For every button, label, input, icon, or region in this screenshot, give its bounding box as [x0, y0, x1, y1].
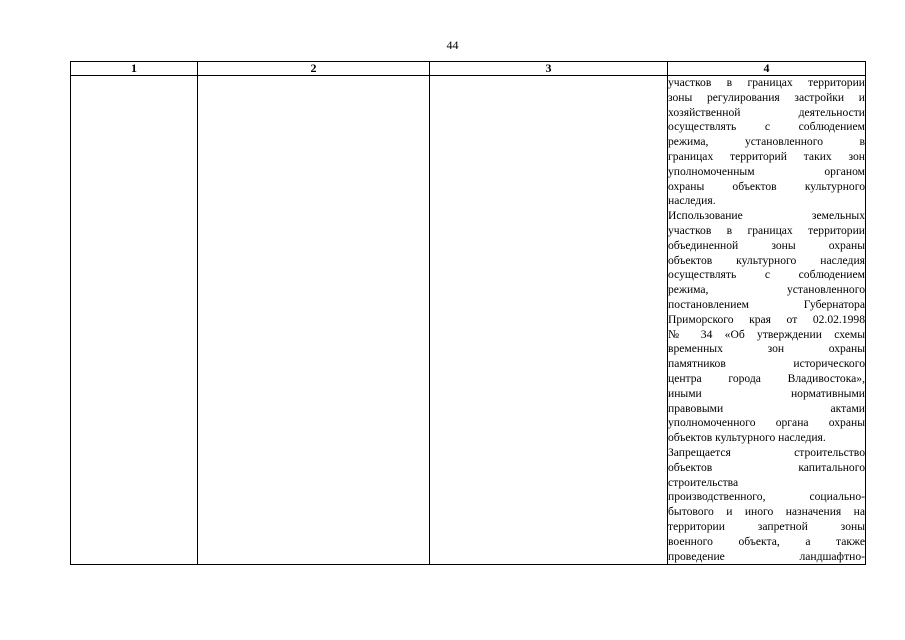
table-header-row [71, 62, 866, 76]
text-line: постановлением Губернатора [668, 297, 865, 311]
text-line: № 34 «Об утверждении схемы [668, 327, 865, 341]
document-table [70, 61, 866, 565]
text-line: правовыми актами [668, 401, 865, 415]
text-line: охраны объектов культурного [668, 179, 865, 193]
text-line: режима, установленного в [668, 135, 865, 149]
cell-col-4-text [668, 76, 866, 565]
text-line: хозяйственной деятельности [668, 105, 865, 119]
text-line: осуществлять с соблюдением [668, 268, 865, 282]
text-line: бытового и иного назначения на [668, 505, 865, 519]
text-line: уполномоченного органа охраны [668, 416, 865, 430]
text-line: проведение ландшафтно- [668, 549, 865, 563]
text-line: временных зон охраны [668, 342, 865, 356]
column-header-4: 4 [668, 62, 866, 76]
table-row [71, 76, 866, 565]
text-line: памятников исторического [668, 357, 865, 371]
column-header-3: 3 [430, 62, 668, 76]
text-line: территории запретной зоны [668, 519, 865, 533]
text-line: объектов культурного наследия [668, 253, 865, 267]
text-line: наследия. [668, 194, 716, 208]
text-line: центра города Владивостока», [668, 371, 865, 385]
text-line: объединенной зоны охраны [668, 238, 865, 252]
text-line: Использование земельных [668, 209, 865, 223]
text-line: строительства [668, 475, 739, 489]
text-line: режима, установленного [668, 283, 865, 297]
text-line: военного объекта, а также [668, 534, 865, 548]
text-line: границах территорий таких зон [668, 149, 865, 163]
page-number: 44 [446, 38, 459, 52]
text-line: осуществлять с соблюдением [668, 120, 865, 134]
column-header-1: 1 [71, 62, 198, 76]
text-line: производственного, социально- [668, 490, 865, 504]
text-line: Приморского края от 02.02.1998 [668, 312, 865, 326]
text-line: Запрещается строительство [668, 445, 865, 459]
cell-col-1 [71, 76, 198, 565]
text-line: участков в границах территории [668, 223, 865, 237]
text-line: объектов капитального [668, 460, 865, 474]
text-line: участков в границах территории [668, 76, 865, 89]
text-line: уполномоченным органом [668, 164, 865, 178]
cell-col-2 [198, 76, 430, 565]
text-line: объектов культурного наследия. [668, 431, 826, 445]
column-header-2: 2 [198, 62, 430, 76]
text-line: зоны регулирования застройки и [668, 90, 865, 104]
text-line: иными нормативными [668, 386, 865, 400]
cell-col-3 [430, 76, 668, 565]
